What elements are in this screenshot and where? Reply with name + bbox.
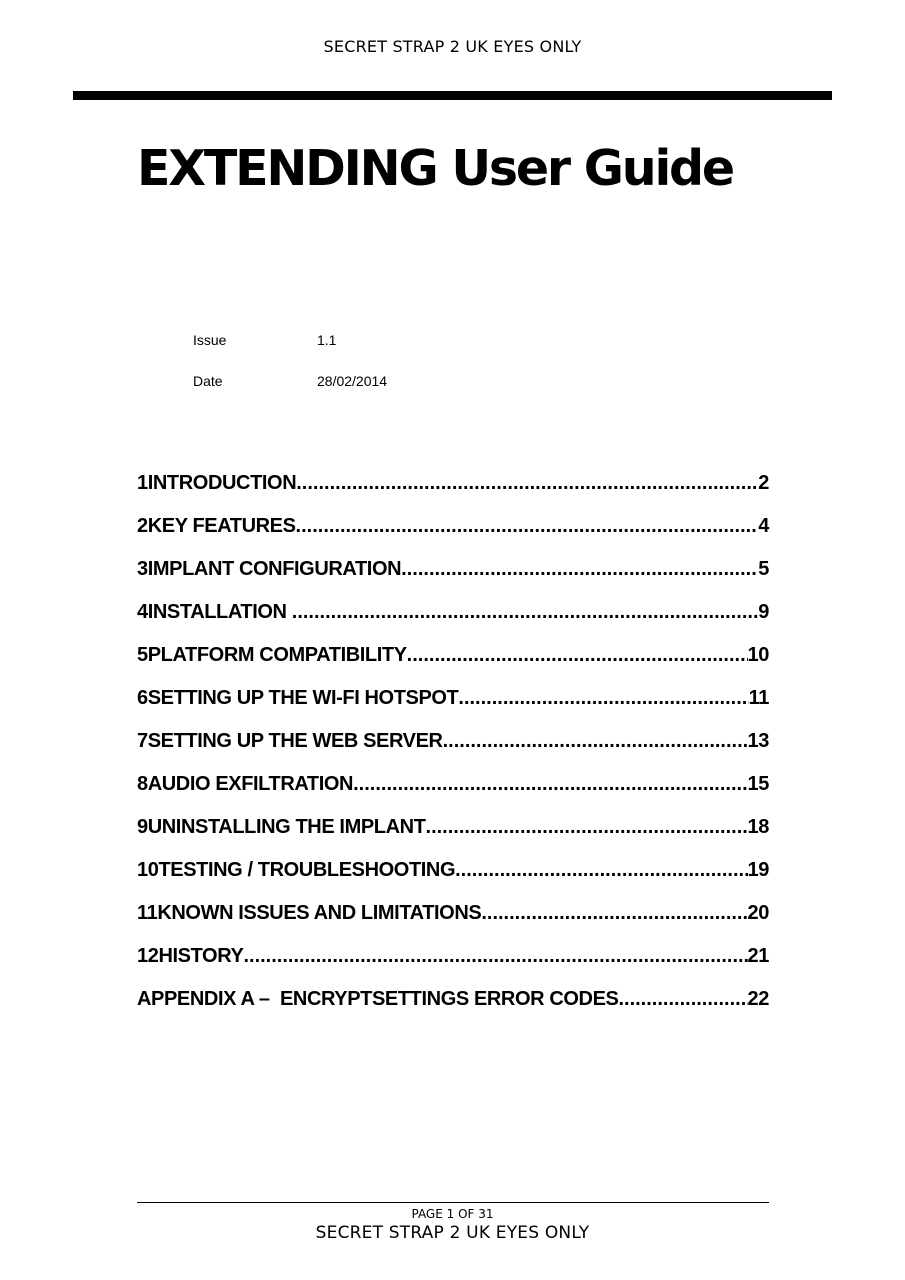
toc-entry-page: 19	[747, 859, 769, 881]
toc-entry-web-server[interactable]	[137, 730, 769, 773]
toc-entry-title: 9UNINSTALLING THE IMPLANT	[137, 816, 426, 838]
toc-entry-title: 11KNOWN ISSUES AND LIMITATIONS	[137, 902, 482, 924]
toc-entry-title: 5PLATFORM COMPATIBILITY	[137, 644, 407, 666]
toc-entry-title: 8AUDIO EXFILTRATION	[137, 773, 354, 795]
toc-entry-title: 10TESTING / TROUBLESHOOTING	[137, 859, 456, 881]
document-title: EXTENDING User Guide	[137, 140, 733, 197]
toc-entry-uninstalling[interactable]	[137, 816, 769, 859]
toc-leader	[443, 730, 748, 753]
toc-entry-page: 15	[747, 773, 769, 795]
table-of-contents	[137, 472, 769, 1031]
toc-entry-page: 10	[747, 644, 769, 666]
toc-entry-page: 13	[747, 730, 769, 752]
issue-value: 1.1	[317, 332, 337, 348]
toc-entry-history[interactable]	[137, 945, 769, 988]
toc-leader	[401, 558, 758, 581]
toc-entry-title: APPENDIX A – ENCRYPTSETTINGS ERROR CODES	[137, 988, 619, 1010]
footer-classification: SECRET STRAP 2 UK EYES ONLY	[315, 1223, 590, 1243]
toc-entry-page: 22	[747, 988, 769, 1010]
toc-entry-page: 21	[747, 945, 769, 967]
toc-entry-platform-compatibility[interactable]	[137, 644, 769, 687]
toc-leader	[455, 859, 747, 882]
footer-rule	[137, 1202, 769, 1203]
page-indicator: PAGE 1 OF 31	[411, 1207, 494, 1221]
toc-entry-title: 6SETTING UP THE WI-FI HOTSPOT	[137, 687, 459, 709]
toc-entry-title: 1INTRODUCTION	[137, 472, 297, 494]
issue-label: Issue	[193, 332, 227, 348]
header-classification: SECRET STRAP 2 UK EYES ONLY	[323, 37, 582, 56]
toc-leader	[296, 515, 759, 538]
toc-entry-page: 11	[748, 687, 769, 709]
toc-entry-appendix-a[interactable]	[137, 988, 769, 1031]
toc-entry-title: 12HISTORY	[137, 945, 244, 967]
toc-leader	[243, 945, 747, 968]
toc-leader	[618, 988, 747, 1011]
toc-entry-title: 7SETTING UP THE WEB SERVER	[137, 730, 443, 752]
toc-leader	[407, 644, 748, 667]
toc-entry-testing[interactable]	[137, 859, 769, 902]
header-rule	[73, 91, 832, 100]
toc-leader	[481, 902, 747, 925]
toc-entry-page: 5	[758, 558, 769, 580]
toc-entry-page: 18	[747, 816, 769, 838]
toc-leader	[426, 816, 748, 839]
date-label: Date	[193, 373, 223, 389]
toc-entry-title: 3IMPLANT CONFIGURATION	[137, 558, 402, 580]
toc-entry-page: 20	[747, 902, 769, 924]
toc-entry-installation[interactable]	[137, 601, 769, 644]
toc-entry-wifi-hotspot[interactable]	[137, 687, 769, 730]
toc-entry-title: 4INSTALLATION	[137, 601, 292, 623]
toc-entry-key-features[interactable]	[137, 515, 769, 558]
toc-leader	[296, 472, 758, 495]
date-value: 28/02/2014	[317, 373, 388, 389]
toc-entry-page: 9	[758, 601, 769, 623]
toc-entry-page: 2	[758, 472, 769, 494]
toc-entry-known-issues[interactable]	[137, 902, 769, 945]
toc-leader	[292, 601, 759, 624]
toc-entry-title: 2KEY FEATURES	[137, 515, 296, 537]
toc-entry-implant-configuration[interactable]	[137, 558, 769, 601]
toc-entry-page: 4	[758, 515, 769, 537]
toc-leader	[458, 687, 748, 710]
toc-entry-introduction[interactable]	[137, 472, 769, 515]
toc-entry-audio-exfiltration[interactable]	[137, 773, 769, 816]
toc-leader	[353, 773, 747, 796]
